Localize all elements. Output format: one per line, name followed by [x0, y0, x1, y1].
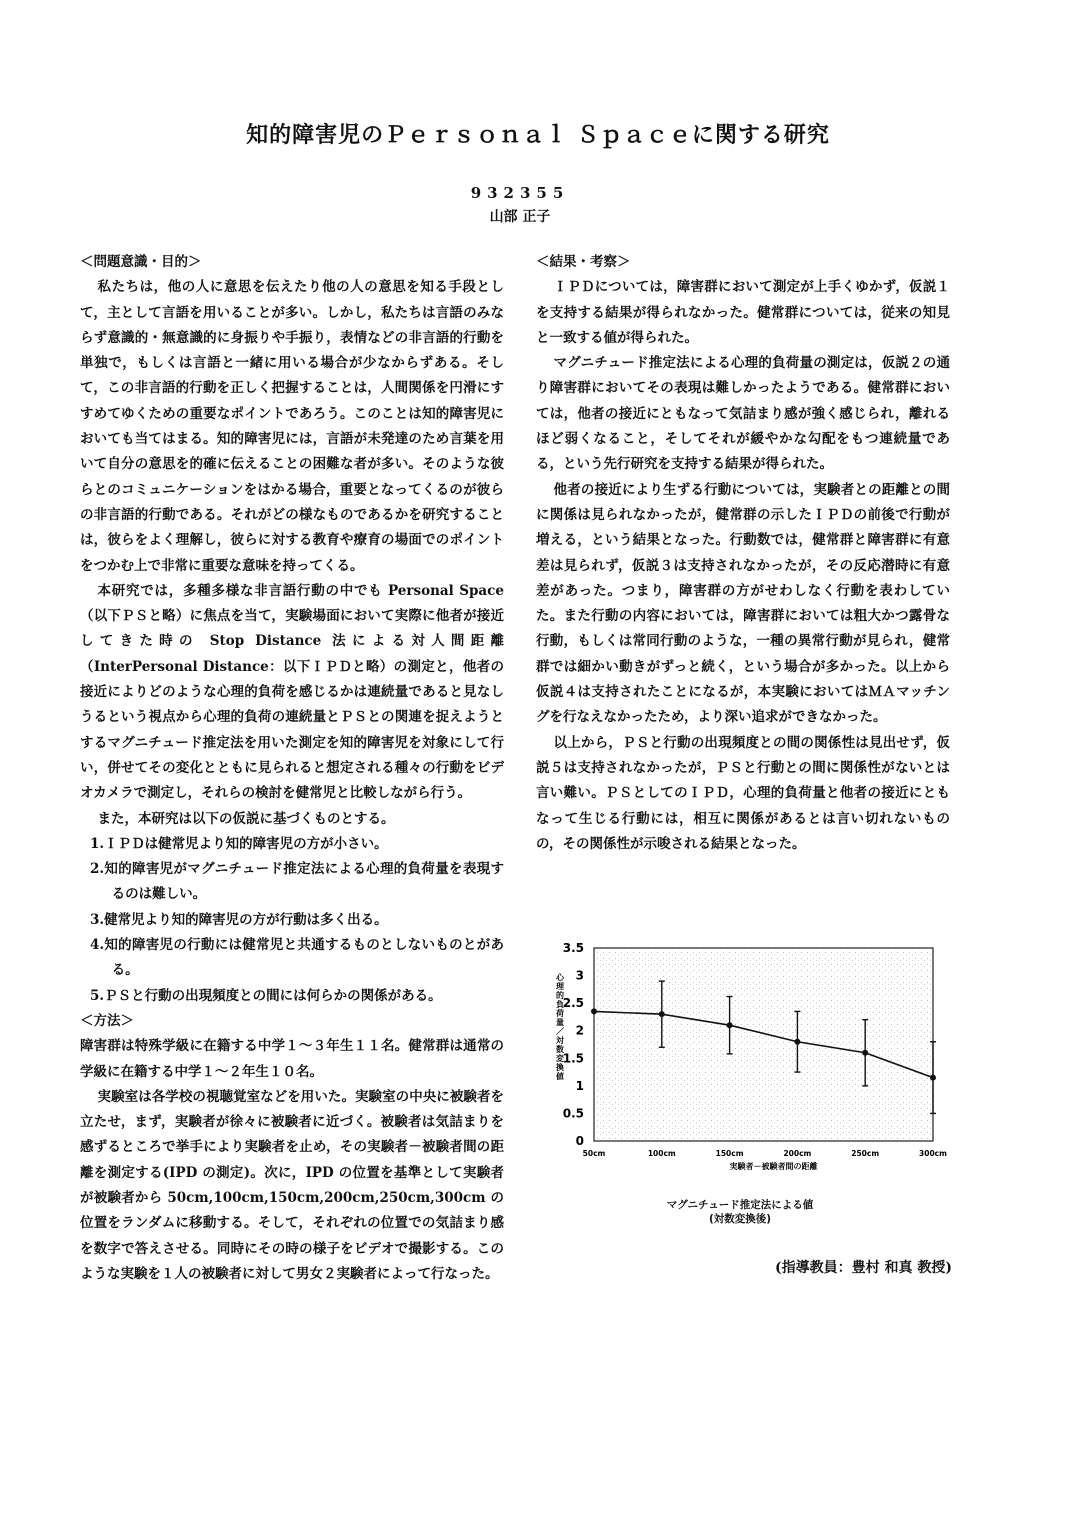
paragraph: 私たちは，他の人に意思を伝えたり他の人の意思を知る手段として，主として言語を用いることが多い。しかし，私たちは言語のみならず意識的・無意識的に身振りや手振り，表情などの非言語的行動を単独で，もしくは言語と一緒に用いる場合が少なからずある。そして，この非言語的行動を正しく把握することは，人間関係を円滑にすすめてゆくための重要なポイントであろう。このことは知的障害児においても当てはまる。知的障害児には，言語が未発達のため言葉を用いて自分の意思を的確に伝えることの困難な者が多い。そのような彼らとのコミュニケーションをはかる場合，重要となってくるのが彼らの非言語的行動である。それがどの様なものであるかを研究することは，彼らをよく理解し，彼らに対する教育や療育の場面でのポイントをつかむ上で非常に重要な意味を持ってくる。 — [80, 279, 504, 574]
hypothesis-item: 1.ＩＰＤは健常児より知的障害児の方が小さい。 — [90, 835, 388, 852]
x-tick-label: 250cm — [851, 1149, 880, 1158]
y-tick-label: 1 — [575, 1078, 584, 1093]
supervisor: (指導教員：豊村 和真 教授) — [775, 1260, 952, 1276]
x-tick-label: 50cm — [582, 1149, 606, 1158]
section-heading-purpose: ＜問題意識・目的＞ — [80, 254, 202, 270]
x-tick-label: 300cm — [919, 1149, 947, 1158]
paragraph: 実験室は各学校の視聴覚室などを用いた。実験室の中央に被験者を立たせ，まず，実験者が徐々に被験者に近づく。被験者は気詰まりを感ずるところで挙手により実験者を止め，その実験者－被験者間の距離を測定する(IPD の測定)。次に，IPD の位置を基準として実験者が被験者から 50cm,100cm,150cm,200cm,250cm,300cm の位置をランダムに移動する。そして，それぞれの位置での気詰まり感を数字で答えさせる。同時にその時の様子をビデオで撮影する。このような実験を１人の被験者に対して男女２実験者によって行なった。 — [80, 1088, 504, 1282]
y-tick-label: 2.5 — [562, 996, 584, 1011]
data-point — [591, 1008, 597, 1014]
y-tick-label: 0.5 — [562, 1106, 584, 1121]
chart — [548, 938, 968, 1218]
y-axis-label-char: 値 — [556, 1072, 564, 1081]
y-tick-label: 0 — [575, 1134, 584, 1148]
x-tick-label: 150cm — [715, 1149, 744, 1158]
paragraph: 他者の接近により生ずる行動については，実験者との距離との間に関係は見られなかったが，健常群の示したＩＰＤの前後で行動が増える，という結果となった。行動数では，健常群と障害群に有意差は見られず，仮説３は支持されなかったが，その反応潜時に有意差があった。つまり，障害群の方がせわしなく行動を表わしていた。また行動の内容においては，障害群においては粗大かつ露骨な行動，もしくは常同行動のような，一種の異常行動が見られ，健常群では細かい動きがずっと続く，という場合が多かった。以上から仮説４は支持されたことになるが，本実験においてはＭＡマッチングを行なえなかったため，より深い追求ができなかった。 — [536, 481, 950, 726]
y-tick-label: 2 — [575, 1023, 584, 1038]
y-axis-label-char: 的 — [556, 991, 564, 1000]
data-point — [727, 1022, 733, 1028]
y-axis-label-char: 数 — [556, 1045, 564, 1054]
data-point — [659, 1011, 665, 1017]
paragraph: ＩＰＤについては，障害群において測定が上手くゆかず，仮説１を支持する結果が得られなかった。健常群については，従来の知見と一致する値が得られた。 — [536, 279, 950, 346]
section-heading-method: ＜方法＞ — [80, 1012, 134, 1029]
data-point — [930, 1075, 936, 1081]
y-axis-label-char: 対 — [556, 1036, 564, 1045]
section-heading-results: ＜結果・考察＞ — [536, 254, 631, 270]
paragraph: 障害群は特殊学級に在籍する中学１～３年生１１名。健常群は通常の学級に在籍する中学１～２年生１０名。 — [80, 1038, 504, 1080]
y-axis-label-char: 変 — [556, 1054, 564, 1063]
plot-area — [594, 948, 933, 1141]
right-column — [536, 250, 950, 857]
y-tick-label: 3 — [575, 968, 584, 983]
x-axis-label: 実験者－被験者間の距離 — [729, 1162, 818, 1171]
author-name: 山部 正子 — [489, 209, 551, 225]
hypothesis-item: 3.健常児より知的障害児の方が行動は多く出る。 — [90, 911, 388, 928]
left-column — [80, 250, 504, 1287]
y-tick-label: 3.5 — [562, 941, 584, 955]
chart-svg — [548, 938, 968, 1178]
data-point — [862, 1050, 868, 1056]
y-axis-label-char: 心 — [556, 973, 564, 982]
hypothesis-list — [80, 832, 504, 1009]
y-axis-label-char: ／ — [556, 1027, 564, 1036]
y-axis-label-char: 理 — [556, 982, 564, 991]
paragraph: また，本研究は以下の仮説に基づくものとする。 — [97, 810, 395, 827]
y-tick-label: 1.5 — [562, 1051, 584, 1066]
paragraph: 本研究では，多種多様な非言語行動の中でも Personal Space（以下ＰＳと略）に焦点を当て，実験場面において実際に他者が接近してきた時の Stop Distance 法による対人間距離（InterPersonal Distance：以下ＩＰＤと略）の測定と，他者の接近によりどのような心理的負荷を感じるかは連続量であると見なしうるという視点から心理的負荷の連続量とＰＳとの関連を捉えようとするマグニチュード推定法を用いた測定を知的障害児を対象にして行い，併せてその変化とともに見られると想定される種々の行動をビデオカメラで測定し，それらの検討を健常児と比較しながら行う。 — [80, 582, 504, 802]
chart-title: マグニチュード推定法による値 — [666, 1199, 814, 1211]
chart-subtitle: (対数変換後) — [708, 1213, 772, 1225]
y-axis-label-char: 荷 — [556, 1009, 564, 1018]
paper-title: 知的障害児のＰｅｒｓｏｎａｌ Ｓｐａｃｅに関する研究 — [246, 122, 830, 148]
y-axis-label-char: 量 — [556, 1018, 564, 1027]
y-axis-label-char: 負 — [556, 1000, 564, 1009]
student-id: 932355 — [470, 184, 570, 202]
paragraph: マグニチュード推定法による心理的負荷量の測定は，仮説２の通り障害群においてその表現は難しかったようである。健常群においては，他者の接近にともなって気詰まり感が強く感じられ，離れるほど弱くなること，そしてそれが緩やかな勾配をもつ連続量である，という先行研究を支持する結果が得られた。 — [536, 355, 950, 473]
hypothesis-item: 4.知的障害児の行動には健常児と共通するものとしないものとがある。 — [90, 937, 504, 979]
paragraph: 以上から，ＰＳと行動の出現頻度との間の関係性は見出せず，仮説５は支持されなかったが，ＰＳと行動との間に関係性がないとは言い難い。ＰＳとしてのＩＰＤ，心理的負荷量と他者の接近にともなって生じる行動には，相互に関係があるとは言い切れないものの，その関係性が示唆される結果となった。 — [536, 734, 950, 852]
data-point — [794, 1039, 800, 1045]
x-tick-label: 200cm — [783, 1149, 812, 1158]
hypothesis-item: 2.知的障害児がマグニチュード推定法による心理的負荷量を表現するのは難しい。 — [90, 861, 504, 903]
y-axis-label-char: 換 — [556, 1063, 564, 1072]
x-tick-label: 100cm — [647, 1149, 676, 1158]
hypothesis-item: 5.ＰＳと行動の出現頻度との間には何らかの関係がある。 — [90, 987, 442, 1004]
